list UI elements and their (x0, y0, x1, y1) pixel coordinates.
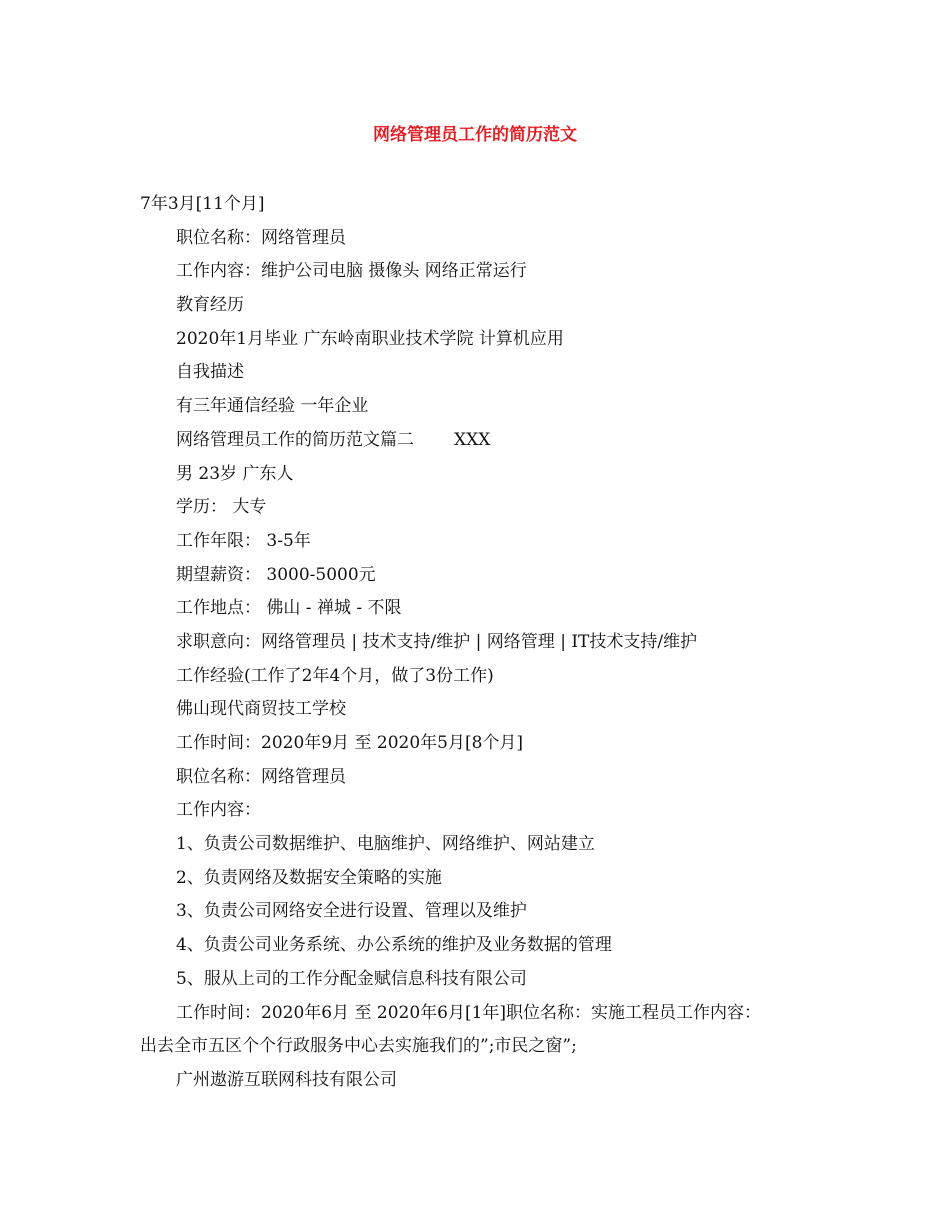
list-item: 3、负责公司网络安全进行设置、管理以及维护 (176, 901, 527, 922)
list-item: 1、负责公司数据维护、电脑维护、网络维护、网站建立 (176, 834, 595, 855)
text-line: 职位名称：网络管理员 (176, 766, 346, 787)
text-line: 工作经验(工作了2年4个月，做了3份工作) (176, 665, 494, 686)
text-line: 工作年限： 3-5年 (176, 530, 311, 551)
text-line: 男 23岁 广东人 (176, 463, 294, 484)
text-line: 工作内容：维护公司电脑 摄像头 网络正常运行 (176, 261, 527, 282)
text-line: 工作时间：2020年6月 至 2020年6月[1年]职位名称：实施工程员工作内容： (176, 1002, 762, 1023)
candidate-name: XXX (454, 429, 491, 450)
text-line: 工作内容： (176, 800, 261, 821)
text-line: 有三年通信经验 一年企业 (176, 396, 369, 417)
text-line: 职位名称：网络管理员 (176, 227, 346, 248)
text-line: 出去全市五区个个行政服务中心去实施我们的”;市民之窗”; (140, 1036, 577, 1057)
text-line: 求职意向：网络管理员 | 技术支持/维护 | 网络管理 | IT技术支持/维护 (176, 631, 698, 652)
section-heading: 自我描述 (176, 362, 244, 383)
list-item: 2、负责网络及数据安全策略的实施 (176, 867, 442, 888)
text-line (0, 429, 950, 463)
section-subtitle: 网络管理员工作的简历范文篇二 (176, 429, 414, 450)
text-line: 学历： 大专 (176, 497, 267, 518)
text-line: 工作地点： 佛山 - 禅城 - 不限 (176, 598, 402, 619)
text-line: 2020年1月毕业 广东岭南职业技术学院 计算机应用 (176, 328, 564, 349)
text-line: 佛山现代商贸技工学校 (176, 699, 346, 720)
text-line: 7年3月[11个月] (140, 194, 265, 214)
section-heading: 教育经历 (176, 295, 244, 316)
document-title: 网络管理员工作的简历范文 (373, 125, 577, 145)
text-line: 广州遨游互联网科技有限公司 (176, 1069, 397, 1090)
list-item: 5、服从上司的工作分配金赋信息科技有限公司 (176, 968, 527, 989)
text-line: 期望薪资： 3000-5000元 (176, 564, 376, 585)
list-item: 4、负责公司业务系统、办公系统的维护及业务数据的管理 (176, 935, 612, 956)
document-body (0, 193, 950, 1103)
text-line: 工作时间：2020年9月 至 2020年5月[8个月] (176, 733, 524, 753)
